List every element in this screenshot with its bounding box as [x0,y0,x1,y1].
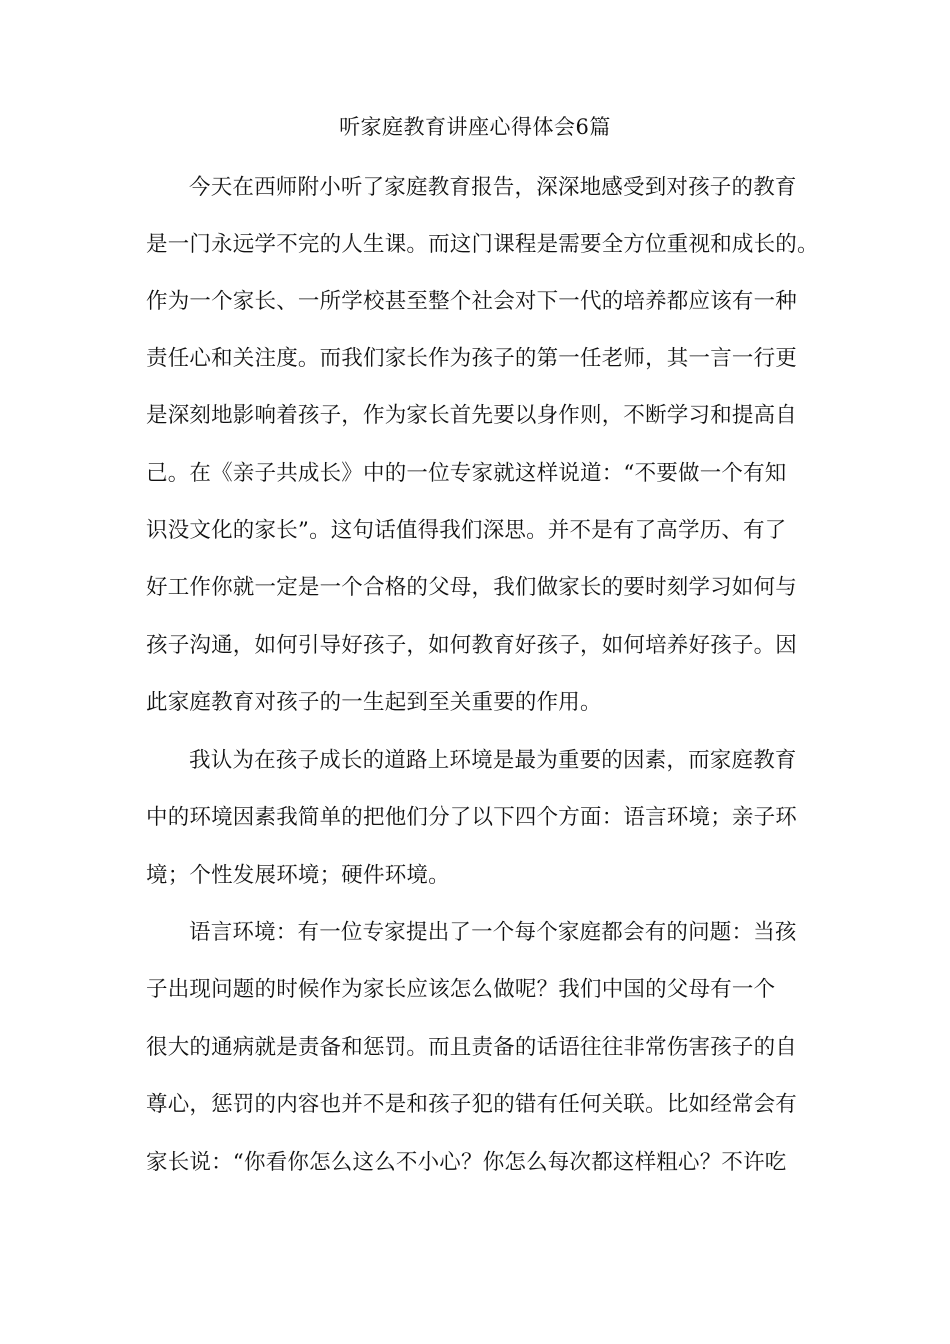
text-line: 子出现问题的时候作为家长应该怎么做呢？我们中国的父母有一个 [146,977,776,1002]
text-line: 境；个性发展环境；硬件环境。 [146,863,450,888]
text-line: 是一门永远学不完的人生课。而这门课程是需要全方位重视和成长的。 [146,232,819,257]
text-line: 语言环境：有一位专家提出了一个每个家庭都会有的问题：当孩 [189,920,797,945]
text-line: 我认为在孩子成长的道路上环境是最为重要的因素，而家庭教育 [189,748,797,773]
text-line: 孩子沟通，如何引导好孩子，如何教育好孩子，如何培养好孩子。因 [146,633,798,658]
text-line: 此家庭教育对孩子的一生起到至关重要的作用。 [146,690,602,715]
text-line: 很大的通病就是责备和惩罚。而且责备的话语往往非常伤害孩子的自 [146,1035,798,1060]
text-line: 是深刻地影响着孩子，作为家长首先要以身作则，不断学习和提高自 [146,403,798,428]
text-line: 尊心，惩罚的内容也并不是和孩子犯的错有任何关联。比如经常会有 [146,1092,798,1117]
text-line: 识没文化的家长”。这句话值得我们深思。并不是有了高学历、有了 [146,518,787,543]
text-line: 家长说：“你看你怎么这么不小心？你怎么每次都这样粗心？不许吃 [146,1150,787,1175]
text-line: 己。在《亲子共成长》中的一位专家就这样说道：“不要做一个有知 [146,461,787,486]
text-line: 中的环境因素我简单的把他们分了以下四个方面：语言环境；亲子环 [146,805,798,830]
document-title: 听家庭教育讲座心得体会6篇 [339,115,611,139]
text-line: 今天在西师附小听了家庭教育报告，深深地感受到对孩子的教育 [189,175,797,200]
text-line: 作为一个家长、一所学校甚至整个社会对下一代的培养都应该有一种 [146,289,798,314]
text-line: 责任心和关注度。而我们家长作为孩子的第一任老师，其一言一行更 [146,346,798,371]
text-line: 好工作你就一定是一个合格的父母，我们做家长的要时刻学习如何与 [146,575,798,600]
